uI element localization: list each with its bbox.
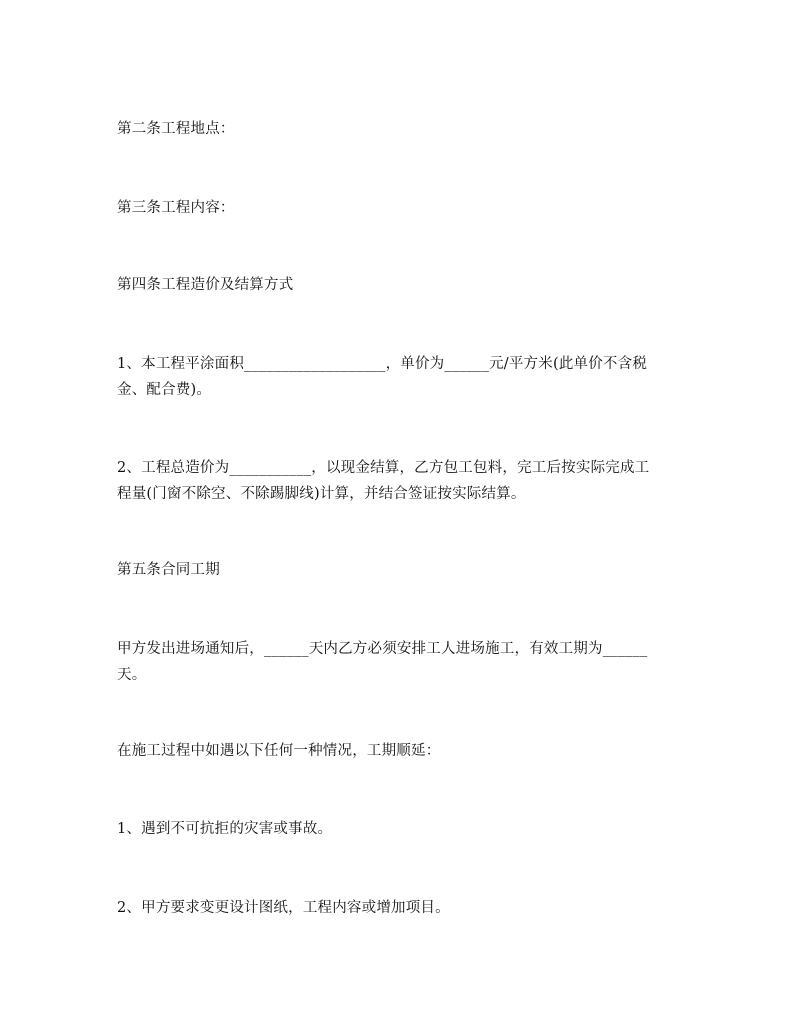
text-line: 1、遇到不可抗拒的灾害或事故。	[117, 821, 333, 837]
schedule-paragraph	[117, 636, 682, 688]
delay-item-2	[117, 895, 682, 921]
text-line: 金、配合费)。	[117, 382, 212, 398]
text-line: 程量(门窗不除空、不除踢脚线)计算，并结合签证按实际结算。	[117, 486, 526, 502]
text-line: 第五条合同工期	[117, 562, 220, 578]
delay-item-1	[117, 816, 682, 842]
text-line: 天。	[117, 667, 147, 683]
text-line: 第二条工程地点：	[117, 121, 235, 137]
article-3-heading	[117, 195, 682, 221]
article-2-heading	[117, 116, 682, 142]
text-line: 1、本工程平涂面积___________________，单价为______元/平方米(此单价不含税	[117, 356, 648, 372]
unit-price-paragraph	[117, 351, 682, 403]
delay-intro-paragraph	[117, 738, 682, 764]
total-price-paragraph	[117, 455, 682, 507]
text-line: 2、甲方要求变更设计图纸，工程内容或增加项目。	[117, 900, 450, 916]
text-line: 第三条工程内容：	[117, 200, 235, 216]
article-4-heading	[117, 272, 682, 298]
text-line: 第四条工程造价及结算方式	[117, 277, 294, 293]
text-line: 2、工程总造价为___________，以现金结算，乙方包工包料，完工后按实际完成工	[117, 460, 650, 476]
text-line: 甲方发出进场通知后，______天内乙方必须安排工人进场施工，有效工期为______	[117, 641, 648, 657]
text-line: 在施工过程中如遇以下任何一种情况，工期顺延：	[117, 743, 441, 759]
article-5-heading	[117, 557, 682, 583]
